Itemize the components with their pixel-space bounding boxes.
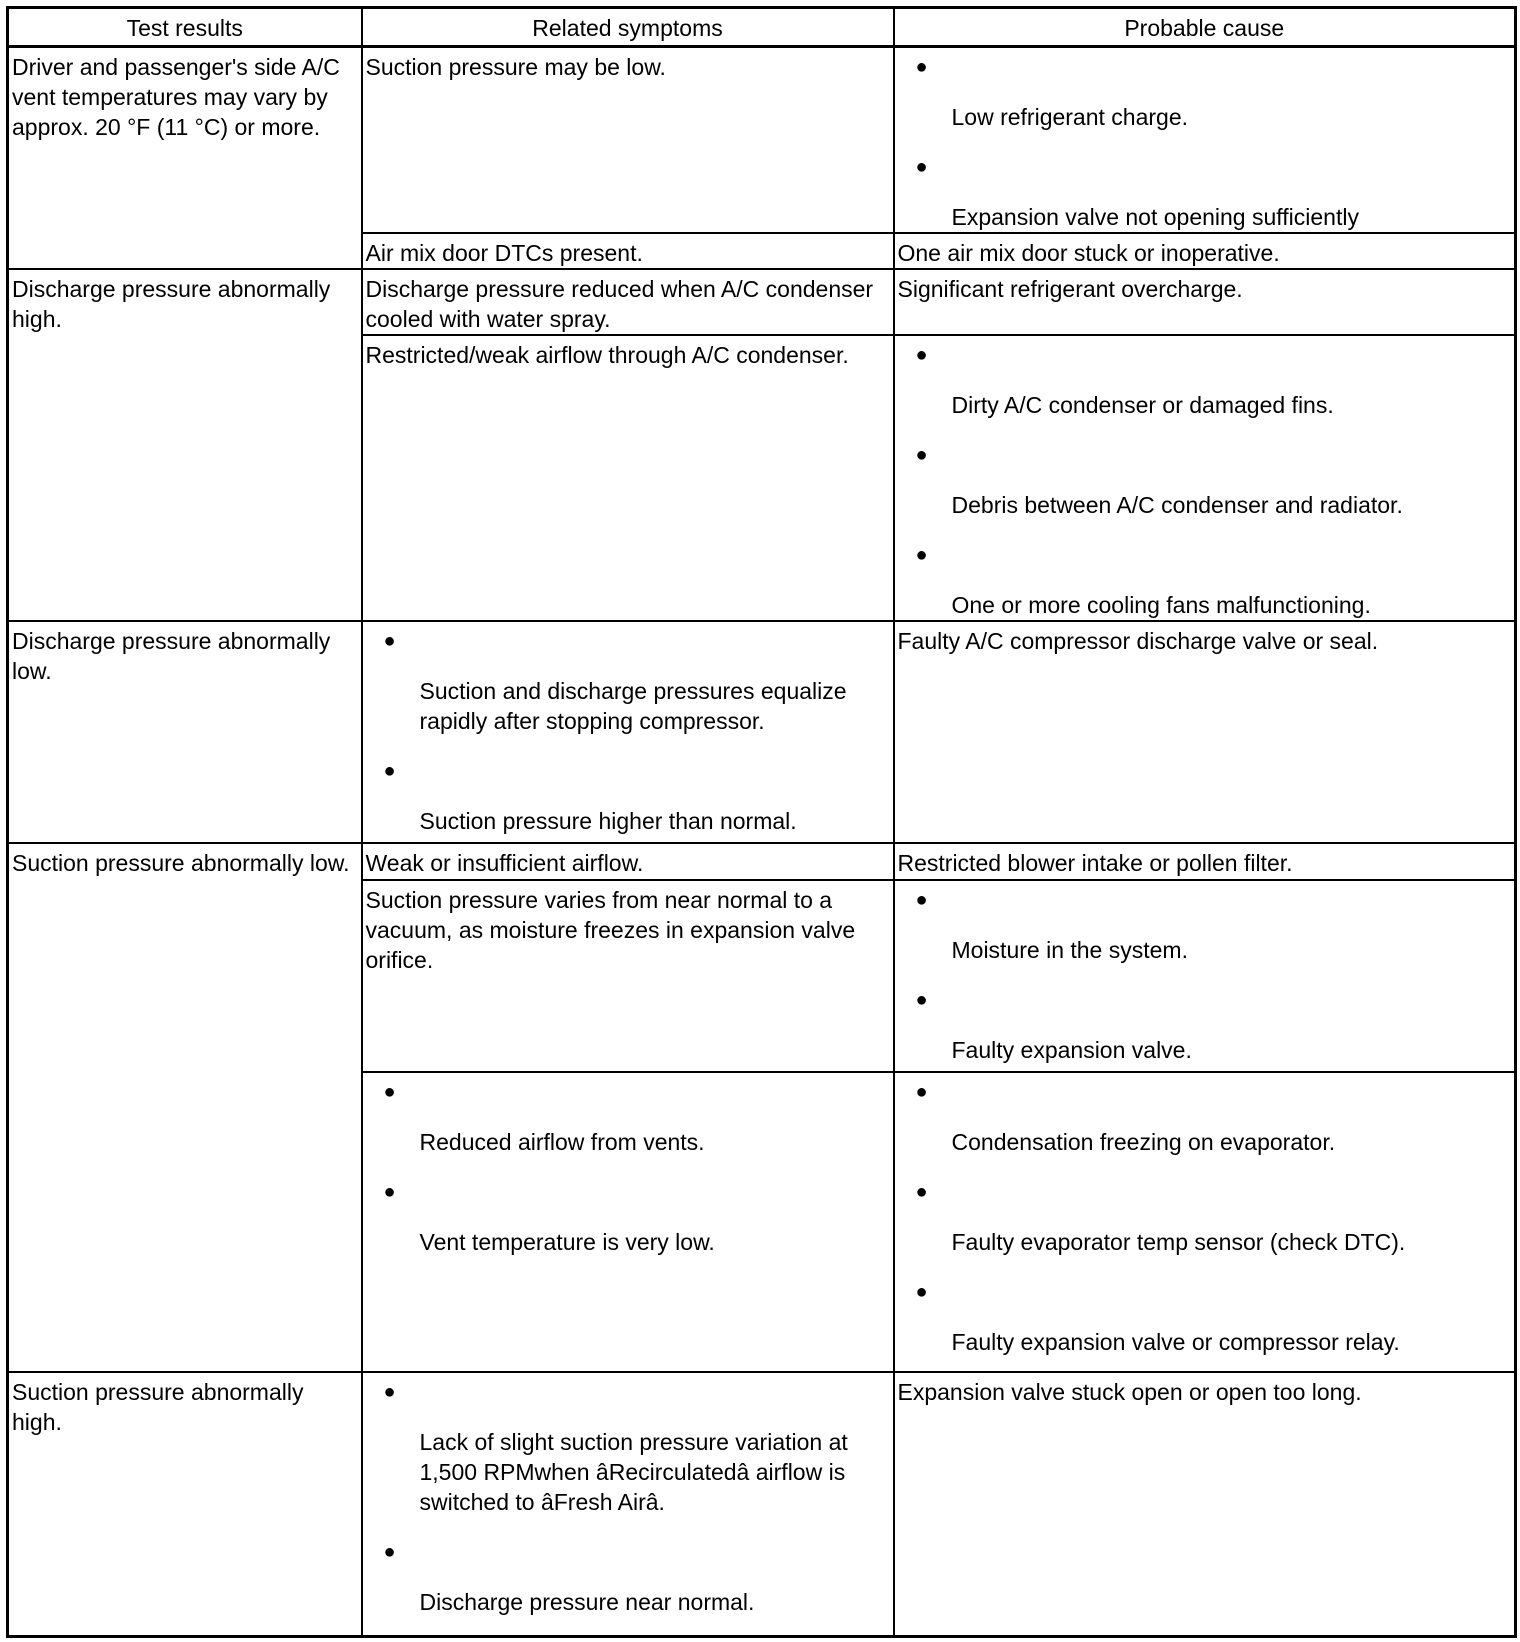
table-header	[8, 8, 1516, 47]
symptom-cell: Restricted/weak airflow through A/C condenser.	[362, 335, 894, 621]
list-item	[366, 1537, 890, 1617]
cause-text: Dirty A/C condenser or damaged fins.	[951, 392, 1334, 418]
diagnosis-table	[6, 6, 1517, 1638]
symptom-cell: Weak or insufficient airflow.	[362, 843, 894, 880]
bullet-icon: ●	[915, 156, 928, 178]
header-related-symptoms: Related symptoms	[362, 8, 894, 47]
cause-text: Moisture in the system.	[951, 937, 1188, 963]
symptom-text: Reduced airflow from vents.	[419, 1129, 705, 1155]
bullet-icon: ●	[915, 444, 928, 466]
list-item	[366, 1377, 890, 1517]
bullet-icon: ●	[915, 1081, 928, 1103]
bullet-icon: ●	[383, 1541, 396, 1563]
bullet-icon: ●	[915, 989, 928, 1011]
list-item	[898, 1077, 1512, 1157]
cause-text: Debris between A/C condenser and radiator.	[951, 492, 1403, 518]
list-item	[898, 885, 1512, 965]
header-test-results: Test results	[8, 8, 362, 47]
list-item	[898, 540, 1512, 620]
bullet-icon: ●	[383, 1081, 396, 1103]
cause-text: One or more cooling fans malfunctioning.	[951, 592, 1371, 618]
header-row	[8, 8, 1516, 47]
symptom-cell	[362, 1072, 894, 1372]
cause-cell: One air mix door stuck or inoperative.	[894, 233, 1516, 269]
table-body	[8, 47, 1516, 1637]
list-item	[898, 440, 1512, 520]
cause-list	[898, 885, 1512, 1065]
cause-list	[898, 1077, 1512, 1357]
list-item	[366, 1177, 890, 1257]
cause-text: Condensation freezing on evaporator.	[951, 1129, 1336, 1155]
test-result-cell: Discharge pressure abnormally low.	[8, 621, 362, 843]
bullet-icon: ●	[383, 1381, 396, 1403]
cause-list	[898, 52, 1512, 232]
test-result-cell: Suction pressure abnormally high.	[8, 1372, 362, 1637]
bullet-icon: ●	[383, 760, 396, 782]
symptom-text: Suction pressure higher than normal.	[419, 808, 797, 834]
symptom-cell: Suction pressure varies from near normal to a vacuum, as moisture freezes in expansion valve orifice.	[362, 880, 894, 1072]
symptom-cell	[362, 1372, 894, 1637]
list-item	[366, 626, 890, 736]
symptom-text: Lack of slight suction pressure variation at 1,500 RPMwhen âRecirculatedâ airflow is switched to âFresh Airâ.	[419, 1429, 848, 1515]
cause-cell: Significant refrigerant overcharge.	[894, 269, 1516, 335]
bullet-icon: ●	[383, 1181, 396, 1203]
cause-cell	[894, 880, 1516, 1072]
bullet-icon: ●	[915, 1281, 928, 1303]
cause-cell: Faulty A/C compressor discharge valve or seal.	[894, 621, 1516, 843]
cause-cell	[894, 47, 1516, 234]
table-row	[8, 47, 1516, 234]
bullet-icon: ●	[915, 544, 928, 566]
cause-cell: Expansion valve stuck open or open too long.	[894, 1372, 1516, 1637]
cause-cell: Restricted blower intake or pollen filter.	[894, 843, 1516, 880]
cause-list	[898, 340, 1512, 620]
test-result-cell: Discharge pressure abnormally high.	[8, 269, 362, 621]
list-item	[898, 1277, 1512, 1357]
list-item	[898, 1177, 1512, 1257]
table-row	[8, 843, 1516, 880]
list-item	[366, 1077, 890, 1157]
symptom-text: Discharge pressure near normal.	[419, 1589, 755, 1615]
cause-text: Faulty expansion valve or compressor relay.	[951, 1329, 1400, 1355]
cause-text: Expansion valve not opening sufficiently	[951, 204, 1359, 230]
header-probable-cause: Probable cause	[894, 8, 1516, 47]
list-item	[898, 52, 1512, 132]
table-row	[8, 269, 1516, 335]
list-item	[898, 152, 1512, 232]
bullet-icon: ●	[915, 56, 928, 78]
symptom-cell: Discharge pressure reduced when A/C condenser cooled with water spray.	[362, 269, 894, 335]
symptom-cell: Air mix door DTCs present.	[362, 233, 894, 269]
list-item	[366, 756, 890, 836]
table-row	[8, 621, 1516, 843]
symptom-cell	[362, 621, 894, 843]
symptom-text: Vent temperature is very low.	[419, 1229, 715, 1255]
symptom-cell: Suction pressure may be low.	[362, 47, 894, 234]
bullet-icon: ●	[915, 1181, 928, 1203]
cause-cell	[894, 1072, 1516, 1372]
symptom-text: Suction and discharge pressures equalize rapidly after stopping compressor.	[419, 678, 847, 734]
table-row	[8, 1372, 1516, 1637]
symptom-list	[366, 1377, 890, 1617]
bullet-icon: ●	[915, 344, 928, 366]
cause-text: Faulty evaporator temp sensor (check DTC).	[951, 1229, 1406, 1255]
cause-cell	[894, 335, 1516, 621]
cause-text: Faulty expansion valve.	[951, 1037, 1192, 1063]
symptom-list	[366, 626, 890, 836]
bullet-icon: ●	[383, 630, 396, 652]
list-item	[898, 985, 1512, 1065]
symptom-list	[366, 1077, 890, 1257]
bullet-icon: ●	[915, 889, 928, 911]
cause-text: Low refrigerant charge.	[951, 104, 1189, 130]
test-result-cell: Suction pressure abnormally low.	[8, 843, 362, 1372]
list-item	[898, 340, 1512, 420]
test-result-cell: Driver and passenger's side A/C vent temperatures may vary by approx. 20 °F (11 °C) or more.	[8, 47, 362, 270]
